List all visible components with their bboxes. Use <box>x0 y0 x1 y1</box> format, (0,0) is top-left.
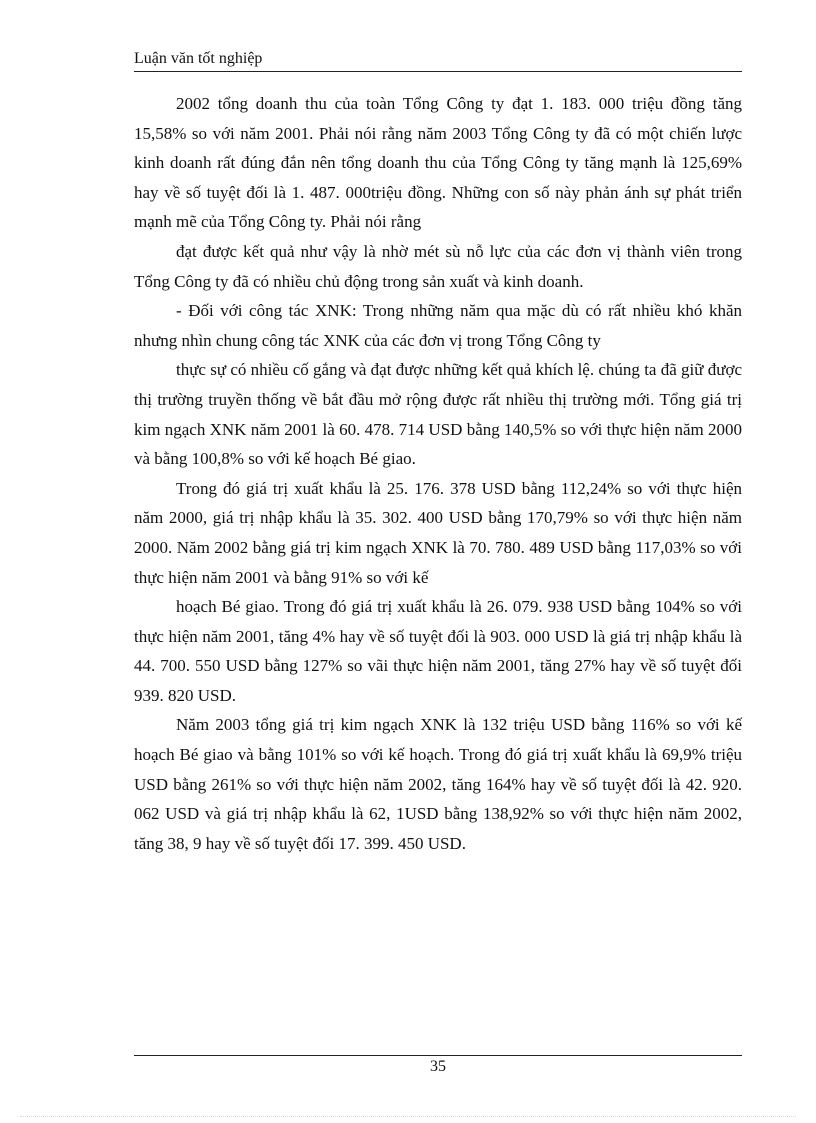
paragraph-1-part-2: đạt được kết quả như vậy là nhờ mét sù nỗ lực của các đơn vị thành viên trong Tổng Công ty đã có nhiều chủ động trong sản xuất và kinh doanh. <box>134 241 742 291</box>
paragraph-2-part-2: thực sự có nhiều cố gắng và đạt được những kết quả khích lệ. chúng ta đã giữ được thị trường truyền thống về bắt đầu mở rộng được rất nhiều thị trường mới. Tổng giá trị kim ngạch XNK năm 2001 là 60. 478. 714 USD bằng 140,5% so với thực hiện năm 2000 và bằng 100,8% so với kế hoạch Bé giao. <box>134 360 742 469</box>
paragraph-3-part-2: hoạch Bé giao. Trong đó giá trị xuất khẩu là 26. 079. 938 USD bằng 104% so với thực hiện năm 2001, tăng 4% hay về số tuyệt đối là 903. 000 USD là giá trị nhập khẩu là 44. 700. 550 USD bằng 127% so vãi thực hiện năm 2001, tăng 27% hay về số tuyệt đối 939. 820 USD. <box>134 597 742 705</box>
footer-divider <box>134 1055 742 1056</box>
paragraph-3-part-1: Trong đó giá trị xuất khẩu là 25. 176. 378 USD bằng 112,24% so với thực hiện năm 2000, giá trị nhập khẩu là 35. 302. 400 USD bằng 170,79% so với thực hiện năm 2000. Năm 2002 bằng giá trị kim ngạch XNK là 70. 780. 489 USD bằng 117,03% so với thực hiện năm 2001 và bằng 91% so với kế <box>134 478 742 587</box>
page-number: 35 <box>430 1058 446 1075</box>
page-edge-divider <box>20 1116 796 1117</box>
paragraph-4: Năm 2003 tổng giá trị kim ngạch XNK là 132 triệu USD bằng 116% so với kế hoạch Bé giao và bằng 101% so với kế hoạch. Trong đó giá trị xuất khẩu là 69,9% triệu USD bằng 261% so với thực hiện năm 2002, tăng 164% hay về số tuyệt đối là 42. 920. 062 USD và giá trị nhập khẩu là 62, 1USD bằng 138,92% so với thực hiện năm 2002, tăng 38, 9 hay về số tuyệt đối 17. 399. 450 USD. <box>134 715 742 853</box>
document-body <box>134 89 742 858</box>
paragraph-1-part-1: 2002 tổng doanh thu của toàn Tổng Công ty đạt 1. 183. 000 triệu đồng tăng 15,58% so với năm 2001. Phải nói rằng năm 2003 Tổng Công ty đã có một chiến lược kinh doanh rất đúng đắn nên tổng doanh thu của Tổng Công ty tăng mạnh là 125,69% hay về số tuyệt đối là 1. 487. 000triệu đồng. Những con số này phản ánh sự phát triển mạnh mẽ của Tổng Công ty. Phải nói rằng <box>134 94 742 232</box>
paragraph-2-part-1: - Đối với công tác XNK: Trong những năm qua mặc dù có rất nhiều khó khăn nhưng nhìn chung công tác XNK của các đơn vị trong Tổng Công ty <box>134 301 742 350</box>
header-title: Luận văn tốt nghiệp <box>134 50 263 67</box>
page-header <box>134 48 742 72</box>
